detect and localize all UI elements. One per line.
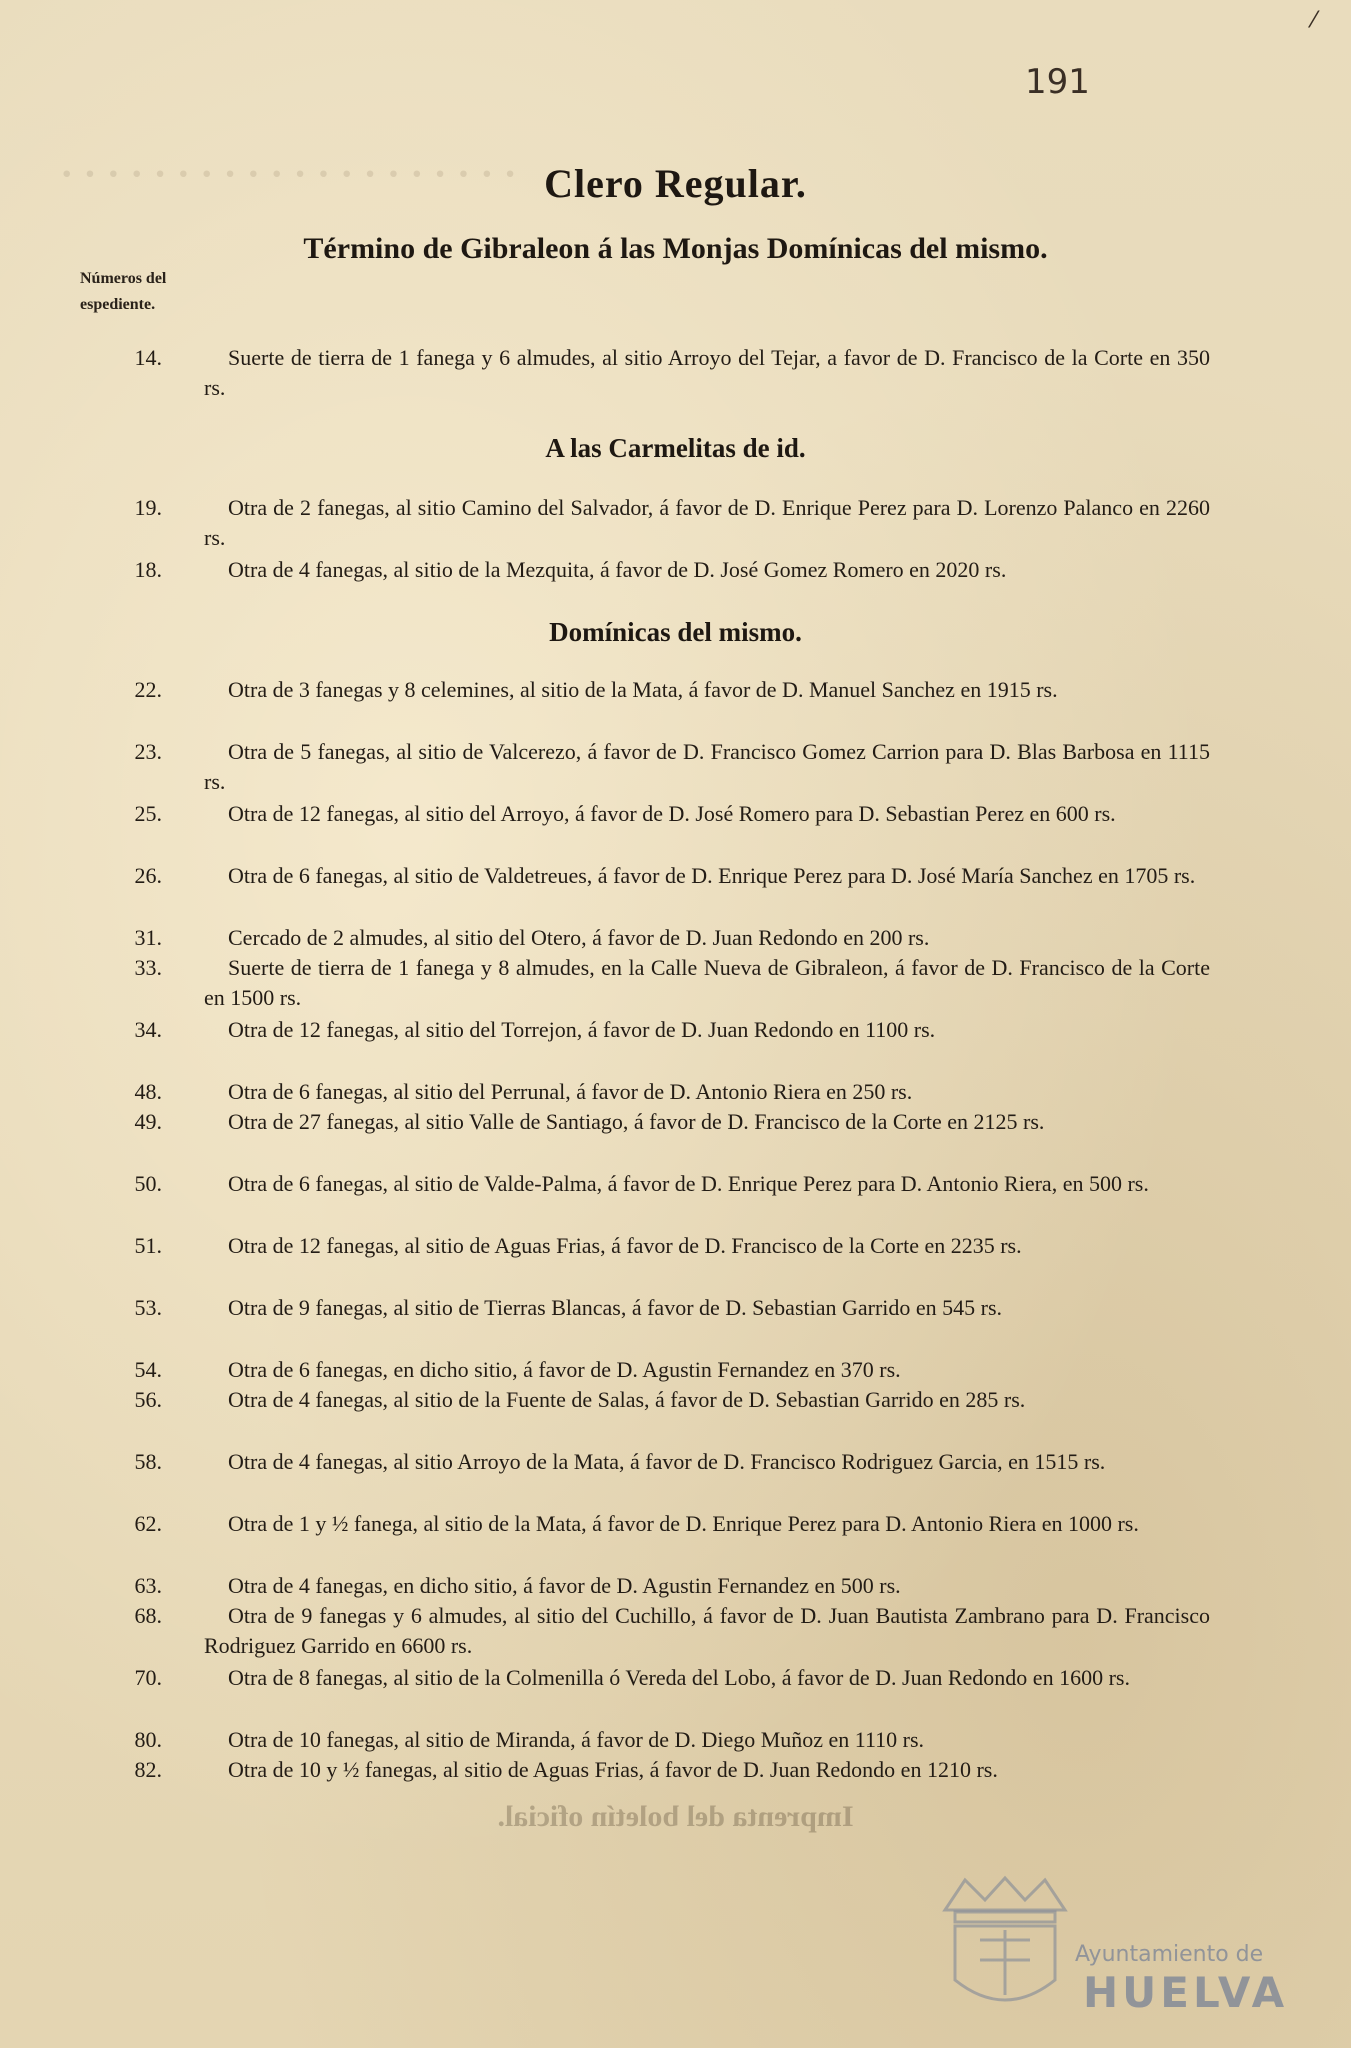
- page-title: Clero Regular.: [544, 161, 807, 206]
- entry-number: 34.: [134, 1017, 162, 1042]
- entry-text: Otra de 12 fanegas, al sitio de Aguas Frias, á favor de D. Francisco de la Corte en 2235 rs.: [228, 1233, 1022, 1258]
- list-item: [100, 1169, 1210, 1199]
- list-item: [100, 1663, 1210, 1693]
- entry-number: 25.: [134, 801, 162, 826]
- entry-number: 18.: [134, 557, 162, 582]
- entry-number: 51.: [134, 1233, 162, 1258]
- corner-mark: ⁄: [1312, 8, 1316, 33]
- bleed-through-decoration: · · · · · · · · · · · · · · · · · · · ·: [60, 151, 517, 196]
- entry-text: Suerte de tierra de 1 fanega y 8 almudes, en la Calle Nueva de Gibraleon, á favor de D. Francisco de la Corte en 1500 rs.: [204, 955, 1210, 1010]
- entry-number: 33.: [134, 955, 162, 980]
- list-item: [100, 1293, 1210, 1323]
- list-item: [100, 953, 1210, 1013]
- list-item: [100, 861, 1210, 891]
- entry-number: 49.: [134, 1109, 162, 1134]
- list-item: [100, 1385, 1210, 1415]
- list-item: [100, 1725, 1210, 1755]
- entry-text: Otra de 6 fanegas, en dicho sitio, á favor de D. Agustin Fernandez en 370 rs.: [228, 1357, 901, 1382]
- entry-number: 58.: [134, 1449, 162, 1474]
- watermark-line2: HUELVA: [1083, 1968, 1289, 2017]
- entry-text: Otra de 4 fanegas, al sitio de la Mezquita, á favor de D. José Gomez Romero en 2020 rs.: [228, 557, 1007, 582]
- list-item: [100, 737, 1210, 797]
- entry-number: 50.: [134, 1171, 162, 1196]
- entry-text: Otra de 6 fanegas, al sitio de Valdetreues, á favor de D. Enrique Perez para D. José María Sanchez en 1705 rs.: [228, 863, 1196, 888]
- entry-number: 22.: [134, 677, 162, 702]
- list-item: [100, 1015, 1210, 1045]
- column-header-line1: Números del: [80, 270, 167, 287]
- list-item: [100, 1571, 1210, 1601]
- list-item: [100, 343, 1210, 403]
- list-item: [100, 923, 1210, 953]
- column-header-line2: espediente.: [80, 296, 156, 313]
- entry-text: Otra de 27 fanegas, al sitio Valle de Santiago, á favor de D. Francisco de la Corte en 2125 rs.: [228, 1109, 1045, 1134]
- page-number: 191: [1025, 62, 1090, 102]
- entry-text: Otra de 4 fanegas, al sitio de la Fuente de Salas, á favor de D. Sebastian Garrido en 285 rs.: [228, 1387, 1026, 1412]
- bleed-through-footer: Imprenta del boletín oficial.: [497, 1800, 854, 1833]
- entry-number: 63.: [134, 1573, 162, 1598]
- entry-text: Otra de 12 fanegas, al sitio del Arroyo, á favor de D. José Romero para D. Sebastian Perez en 600 rs.: [228, 801, 1116, 826]
- entry-text: Cercado de 2 almudes, al sitio del Otero, á favor de D. Juan Redondo en 200 rs.: [228, 925, 930, 950]
- entry-number: 80.: [134, 1727, 162, 1752]
- entry-number: 31.: [134, 925, 162, 950]
- entry-number: 70.: [134, 1665, 162, 1690]
- entry-text: Otra de 9 fanegas y 6 almudes, al sitio del Cuchillo, á favor de D. Juan Bautista Zambrano para D. Francisco Rodriguez Garrido en 6600 rs.: [204, 1603, 1210, 1658]
- list-item: [100, 1077, 1210, 1107]
- entry-text: Otra de 2 fanegas, al sitio Camino del Salvador, á favor de D. Enrique Perez para D. Lorenzo Palanco en 2260 rs.: [204, 495, 1210, 550]
- entry-number: 48.: [134, 1079, 162, 1104]
- entry-text: Otra de 12 fanegas, al sitio del Torrejon, á favor de D. Juan Redondo en 1100 rs.: [228, 1017, 936, 1042]
- entry-number: 68.: [134, 1603, 162, 1628]
- list-item: [100, 1107, 1210, 1137]
- entry-text: Otra de 6 fanegas, al sitio de Valde-Palma, á favor de D. Enrique Perez para D. Antonio Riera, en 500 rs.: [228, 1171, 1149, 1196]
- entry-text: Suerte de tierra de 1 fanega y 6 almudes, al sitio Arroyo del Tejar, a favor de D. Francisco de la Corte en 350 rs.: [204, 345, 1210, 400]
- column-header: [80, 266, 166, 318]
- entry-text: Otra de 10 fanegas, al sitio de Miranda, á favor de D. Diego Muñoz en 1110 rs.: [228, 1727, 925, 1752]
- list-item: [100, 1231, 1210, 1261]
- entry-number: 82.: [134, 1757, 162, 1782]
- section-heading-carmelitas: A las Carmelitas de id.: [545, 433, 806, 463]
- entry-number: 56.: [134, 1387, 162, 1412]
- entry-number: 53.: [134, 1295, 162, 1320]
- entry-text: Otra de 3 fanegas y 8 celemines, al sitio de la Mata, á favor de D. Manuel Sanchez en 1915 rs.: [228, 677, 1058, 702]
- entry-number: 23.: [134, 739, 162, 764]
- entry-text: Otra de 10 y ½ fanegas, al sitio de Aguas Frias, á favor de D. Juan Redondo en 1210 rs.: [228, 1757, 998, 1782]
- entry-text: Otra de 5 fanegas, al sitio de Valcerezo, á favor de D. Francisco Gomez Carrion para D. Blas Barbosa en 1115 rs.: [204, 739, 1210, 794]
- list-item: [100, 1355, 1210, 1385]
- entry-number: 19.: [134, 495, 162, 520]
- list-item: [100, 675, 1210, 705]
- entry-text: Otra de 4 fanegas, al sitio Arroyo de la Mata, á favor de D. Francisco Rodriguez Garcia, en 1515 rs.: [228, 1449, 1106, 1474]
- list-item: [100, 555, 1210, 585]
- entry-text: Otra de 8 fanegas, al sitio de la Colmenilla ó Vereda del Lobo, á favor de D. Juan Redondo en 1600 rs.: [228, 1665, 1130, 1690]
- list-item: [100, 493, 1210, 553]
- entry-number: 14.: [134, 345, 162, 370]
- list-item: [100, 1601, 1210, 1661]
- entry-number: 54.: [134, 1357, 162, 1382]
- section-heading-dominicas: Domínicas del mismo.: [549, 617, 802, 647]
- entry-number: 62.: [134, 1511, 162, 1536]
- entry-number: 26.: [134, 863, 162, 888]
- section-heading-monjas: Término de Gibraleon á las Monjas Domínicas del mismo.: [303, 232, 1048, 265]
- entry-text: Otra de 9 fanegas, al sitio de Tierras Blancas, á favor de D. Sebastian Garrido en 545 rs.: [228, 1295, 1003, 1320]
- entry-text: Otra de 4 fanegas, en dicho sitio, á favor de D. Agustin Fernandez en 500 rs.: [228, 1573, 901, 1598]
- list-item: [100, 1509, 1210, 1539]
- list-item: [100, 1755, 1210, 1785]
- list-item: [100, 1447, 1210, 1477]
- entry-text: Otra de 1 y ½ fanega, al sitio de la Mata, á favor de D. Enrique Perez para D. Antonio Riera en 1000 rs.: [228, 1511, 1139, 1536]
- entry-text: Otra de 6 fanegas, al sitio del Perrunal, á favor de D. Antonio Riera en 250 rs.: [228, 1079, 913, 1104]
- watermark-line1: Ayuntamiento de: [1075, 1942, 1264, 1967]
- list-item: [100, 799, 1210, 829]
